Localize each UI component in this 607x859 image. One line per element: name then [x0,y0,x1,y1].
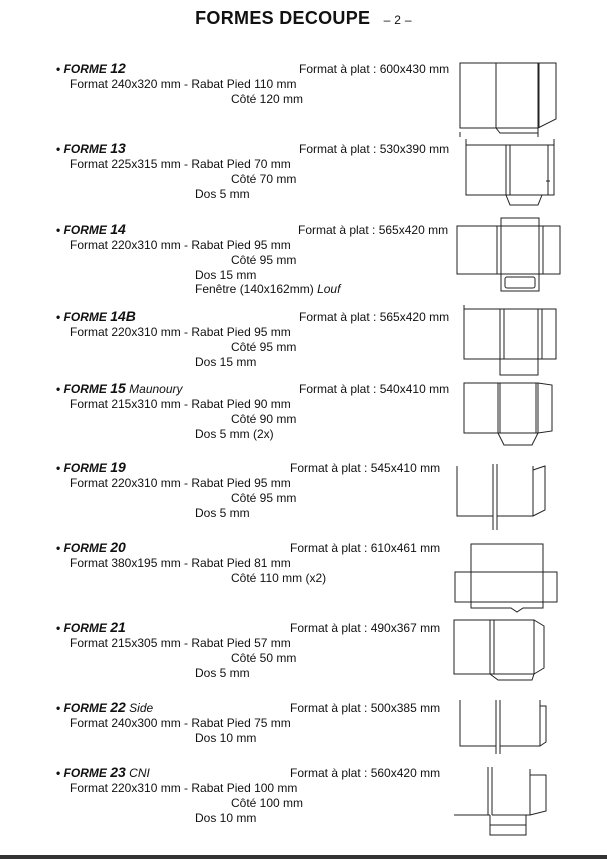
forme-number: 23 [110,764,126,780]
page-number: – 2 – [383,13,412,27]
die-cut-drawing [456,59,562,139]
cote-spec: Côté 70 mm [231,172,297,186]
forme-heading [56,141,126,157]
forme-label: FORME [63,701,107,715]
flat-format: Format à plat : 545x410 mm [290,461,441,475]
forme-label: FORME [63,310,107,324]
format-spec: Format 220x310 mm - Rabat Pied 95 mm [70,476,291,490]
forme-subtitle: Side [129,701,154,715]
forme-number: 14 [110,221,126,237]
die-cut-drawing [453,460,553,536]
cote-spec: Côté 90 mm [231,412,297,426]
bullet: • [56,62,61,76]
die-cut-drawing [460,305,560,377]
die-cut-drawing [456,696,550,760]
bullet: • [56,142,61,156]
forme-heading [56,620,126,636]
format-spec: Format 220x310 mm - Rabat Pied 95 mm [70,238,291,252]
forme-label: FORME [63,766,107,780]
bullet: • [56,621,61,635]
cote-spec: Côté 50 mm [231,651,297,665]
forme-heading [56,222,126,238]
dos-spec: Dos 15 mm [195,355,257,369]
cote-spec: Côté 95 mm [231,253,297,267]
dos-spec: Dos 5 mm [195,666,250,680]
dos-spec: Dos 15 mm [195,268,257,282]
cote-spec: Côté 120 mm [231,92,304,106]
die-cut-drawing [460,379,560,459]
forme-heading [56,309,136,325]
forme-label: FORME [63,621,107,635]
forme-number: 22 [110,699,126,715]
bullet: • [56,541,61,555]
die-cut-drawing [462,139,562,211]
flat-format: Format à plat : 530x390 mm [299,142,450,156]
flat-format: Format à plat : 610x461 mm [290,541,441,555]
forme-number: 13 [110,140,126,156]
forme-heading [56,765,150,781]
format-spec: Format 215x305 mm - Rabat Pied 57 mm [70,636,291,650]
flat-format: Format à plat : 565x420 mm [298,223,449,237]
forme-label: FORME [63,223,107,237]
format-spec: Format 380x195 mm - Rabat Pied 81 mm [70,556,291,570]
forme-subtitle: Maunoury [129,382,183,396]
cote-spec: Côté 110 mm (x2) [231,571,327,585]
window-text: Fenêtre (140x162mm) [195,282,318,296]
forme-label: FORME [63,541,107,555]
forme-number: 21 [110,619,126,635]
flat-format: Format à plat : 500x385 mm [290,701,441,715]
cote-spec: Côté 95 mm [231,340,297,354]
forme-label: FORME [63,62,107,76]
flat-format: Format à plat : 490x367 mm [290,621,441,635]
format-spec: Format 215x310 mm - Rabat Pied 90 mm [70,397,291,411]
bullet: • [56,223,61,237]
footer-rule [0,855,607,859]
flat-format: Format à plat : 600x430 mm [299,62,450,76]
window-spec [195,282,340,297]
forme-label: FORME [63,461,107,475]
forme-heading [56,61,126,77]
forme-heading [56,460,126,476]
bullet: • [56,461,61,475]
dos-spec: Dos 5 mm [195,506,250,520]
title-text: FORMES DECOUPE [195,8,371,28]
forme-heading [56,540,126,556]
die-cut-drawing [450,616,554,692]
forme-number: 19 [110,459,126,475]
page-title [0,8,607,29]
die-cut-drawing [450,765,554,839]
bullet: • [56,382,61,396]
forme-label: FORME [63,142,107,156]
cote-spec: Côté 95 mm [231,491,297,505]
forme-number: 20 [110,539,126,555]
dos-spec: Dos 10 mm [195,811,257,825]
format-spec: Format 220x310 mm - Rabat Pied 95 mm [70,325,291,339]
format-spec: Format 220x310 mm - Rabat Pied 100 mm [70,781,298,795]
bullet: • [56,701,61,715]
window-brand: Louf [317,282,341,296]
die-cut-drawing [453,216,565,302]
flat-format: Format à plat : 565x420 mm [299,310,450,324]
format-spec: Format 240x300 mm - Rabat Pied 75 mm [70,716,291,730]
forme-number: 14B [110,308,136,324]
forme-heading [56,700,153,716]
forme-number: 15 [110,380,126,396]
bullet: • [56,766,61,780]
dos-spec: Dos 5 mm [195,187,250,201]
forme-subtitle: CNI [129,766,150,780]
format-spec: Format 240x320 mm - Rabat Pied 110 mm [70,77,297,91]
format-spec: Format 225x315 mm - Rabat Pied 70 mm [70,157,291,171]
dos-spec: Dos 5 mm (2x) [195,427,274,441]
cote-spec: Côté 100 mm [231,796,304,810]
bullet: • [56,310,61,324]
flat-format: Format à plat : 560x420 mm [290,766,441,780]
forme-heading [56,381,183,397]
die-cut-drawing [451,540,561,616]
flat-format: Format à plat : 540x410 mm [299,382,450,396]
dos-spec: Dos 10 mm [195,731,257,745]
forme-number: 12 [110,60,126,76]
forme-label: FORME [63,382,107,396]
